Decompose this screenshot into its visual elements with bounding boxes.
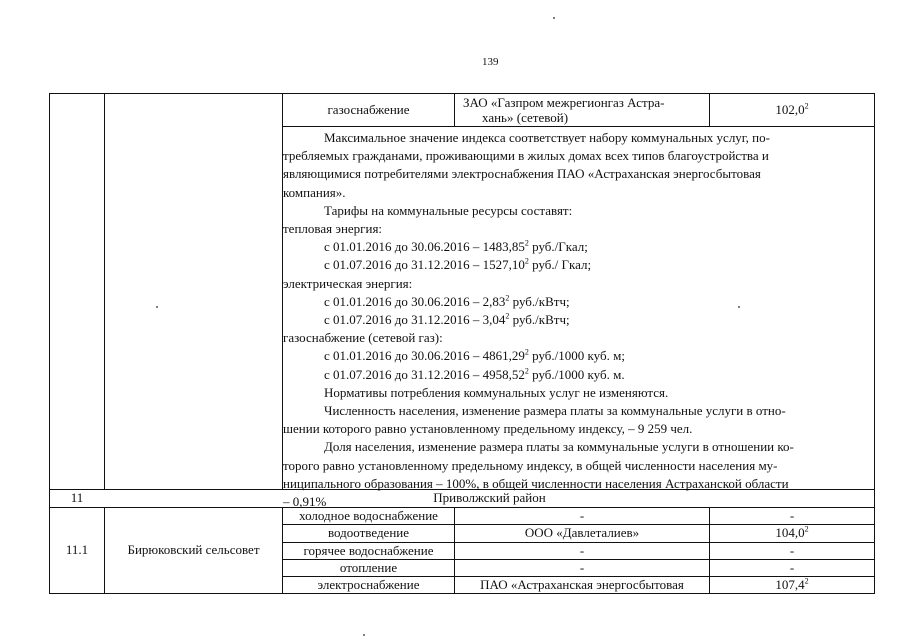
district-number: 11 [70, 490, 84, 505]
heat-label: тепловая энергия: [283, 221, 383, 237]
index-footnote: 2 [804, 101, 809, 111]
provider-cell: ПАО «Астраханская энергосбытовая [480, 577, 684, 592]
table-top-border [49, 93, 875, 94]
gas-tariff-1: с 01.01.2016 до 30.06.2016 – 4861,29$^2$ руб./1000 куб. м; [324, 348, 625, 364]
index-cell: 107,4$^2$ [775, 576, 809, 592]
index-cell: - [789, 508, 795, 523]
share-line: – 0,91% [283, 494, 327, 510]
electricity-label: электрическая энергия: [283, 275, 413, 291]
col-divider [104, 93, 105, 490]
service-cell: газоснабжение [327, 102, 410, 117]
table-right-border [874, 93, 875, 594]
settlement-number: 11.1 [65, 542, 89, 557]
description-line: компания». [283, 184, 346, 200]
description-line: являющимися потребителями электроснабжения ПАО «Астраханская энергосбытовая [283, 166, 761, 182]
share-line: Доля населения, изменение размера платы за коммунальные услуги в отношении ко- [324, 439, 794, 455]
index-cell: 104,0$^2$ [775, 524, 809, 540]
population-line: Численность населения, изменение размера платы за коммунальные услуги в отно- [324, 403, 786, 419]
provider-cell: - [579, 560, 585, 575]
col-divider [454, 93, 455, 127]
provider-cell: ООО «Давлеталиев» [524, 525, 640, 540]
district-name: Приволжский район [433, 490, 546, 505]
electricity-tariff-1: с 01.01.2016 до 30.06.2016 – 2,83$^2$ руб./кВтч; [324, 293, 570, 309]
provider-cell: - [579, 508, 585, 523]
service-cell: водоотведение [327, 525, 410, 540]
provider-cell-line-1: ЗАО «Газпром межрегионгаз Астра- [463, 95, 665, 110]
service-cell: отопление [339, 560, 398, 575]
scan-speck [738, 306, 740, 308]
row-divider [282, 126, 875, 127]
scan-speck [553, 17, 555, 19]
service-cell: горячее водоснабжение [303, 543, 434, 558]
heat-tariff-1: с 01.01.2016 до 30.06.2016 – 1483,85$^2$ руб./Гкал; [324, 238, 588, 255]
population-line: шении которого равно установленному предельному индексу, – 9 259 чел. [283, 421, 693, 437]
scan-speck [156, 306, 158, 308]
heat-tariff-2: с 01.07.2016 до 31.12.2016 – 1527,10$^2$ руб./ Гкал; [324, 257, 592, 273]
index-cell: - [789, 543, 795, 558]
page-number: 139 [482, 56, 499, 68]
scan-speck [363, 634, 365, 636]
provider-cell-line-2: хань» (сетевой) [482, 110, 569, 125]
gas-tariff-2: с 01.07.2016 до 31.12.2016 – 4958,52$^2$ руб./1000 куб. м. [324, 366, 625, 382]
norms-text: Нормативы потребления коммунальных услуг не изменяются. [324, 384, 669, 400]
share-line: ниципального образования – 100%, в общей численности населения Астраханской области [283, 475, 789, 491]
index-cell: - [789, 560, 795, 575]
gas-label: газоснабжение (сетевой газ): [283, 330, 443, 346]
share-line: торого равно установленному предельному индексу, в общей численности населения му- [283, 457, 778, 473]
index-value: 102,0 [775, 102, 805, 117]
electricity-tariff-2: с 01.07.2016 до 31.12.2016 – 3,04$^2$ руб./кВтч; [324, 311, 570, 328]
description-block [283, 129, 869, 511]
table-bottom-border [49, 593, 875, 594]
description-line: Максимальное значение индекса соответствует набору коммунальных услуг, по- [324, 130, 770, 145]
description-line: требляемых гражданами, проживающими в жилых домах всех типов благоустройства и [283, 148, 769, 164]
tariff-table [49, 93, 875, 594]
table-left-border [49, 93, 50, 594]
tariffs-heading: Тарифы на коммунальные ресурсы составят: [324, 202, 573, 218]
service-cell: холодное водоснабжение [299, 508, 438, 523]
index-cell [710, 103, 874, 117]
settlement-name: Бирюковский сельсовет [127, 542, 260, 557]
provider-cell: - [579, 543, 585, 558]
service-cell: электроснабжение [317, 577, 420, 592]
